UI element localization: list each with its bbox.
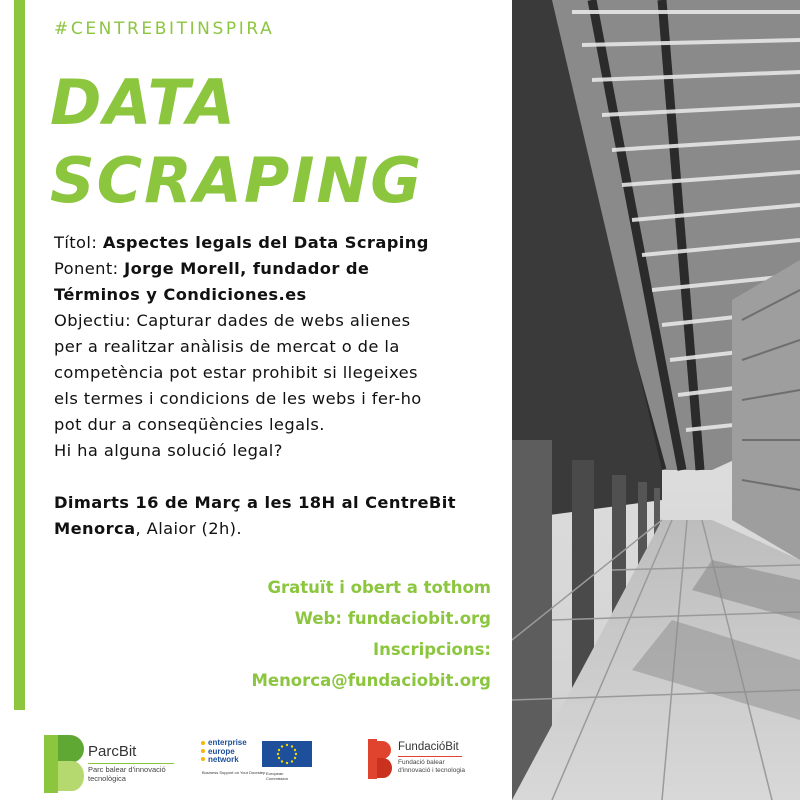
- title-line-1: DATA: [50, 66, 237, 139]
- parcbit-logo: [44, 735, 184, 795]
- title-row: [54, 230, 504, 256]
- cta-registration-label: Inscripcions:: [372, 640, 491, 659]
- ponent-value-2: Términos y Condiciones.es: [54, 285, 307, 304]
- objective-line: Hi ha alguna solució legal?: [54, 441, 283, 460]
- fundaciobit-logo: [368, 739, 498, 789]
- eu-caption: European Commission: [266, 771, 289, 781]
- architecture-photo: [512, 0, 800, 800]
- eu-flag-icon: [262, 741, 312, 767]
- place-bold: Menorca: [54, 519, 136, 538]
- een-dots-icon: [200, 739, 208, 769]
- ponent-value-1: Jorge Morell, fundador de: [124, 259, 370, 278]
- objective-line: Objectiu: Capturar dades de webs alienes: [54, 311, 411, 330]
- fundaciobit-subtitle: Fundació balear d'innovació i tecnologia: [398, 759, 466, 774]
- ponent-label: Ponent:: [54, 259, 125, 278]
- fundaciobit-mark-icon: [368, 739, 392, 779]
- page-title: [50, 64, 423, 220]
- sponsor-logos: [0, 725, 512, 800]
- event-info: [54, 230, 504, 542]
- een-text: enterprise europe network: [208, 738, 247, 764]
- date-row: [54, 490, 504, 516]
- parcbit-subtitle: Parc balear d'innovació tecnològica: [88, 765, 166, 783]
- een-tagline: Business Support on Your Doorstep: [202, 770, 266, 775]
- objective-line: els termes i condicions de les webs i fer-ho: [54, 389, 422, 408]
- title-line-2: SCRAPING: [50, 144, 424, 217]
- objective-line: competència pot estar prohibit si llegeixes: [54, 363, 418, 382]
- objective-line: per a realitzar anàlisis de mercat o de la: [54, 337, 400, 356]
- parcbit-name: ParcBit: [88, 743, 137, 760]
- speaker-row-2: [54, 282, 504, 308]
- place-rest: , Alaior (2h).: [135, 519, 242, 538]
- titol-label: Títol:: [54, 233, 103, 252]
- accent-bar: [14, 0, 25, 710]
- cta-email-link[interactable]: Menorca@fundaciobit.org: [251, 671, 491, 690]
- objective-line: pot dur a conseqüències legals.: [54, 415, 325, 434]
- een-logo: [200, 737, 320, 787]
- fundaciobit-name: FundacióBit: [398, 741, 459, 753]
- cta-web-link[interactable]: Web: fundaciobit.org: [294, 609, 491, 628]
- titol-value: Aspectes legals del Data Scraping: [102, 233, 429, 252]
- call-to-action: [251, 572, 491, 696]
- date-text: Dimarts 16 de Març a les 18H al CentreBit: [54, 493, 456, 512]
- speaker-row: [54, 256, 504, 282]
- cta-free: Gratuït i obert a tothom: [267, 578, 491, 597]
- place-row: [54, 516, 504, 542]
- parcbit-mark-icon: [44, 735, 84, 793]
- hashtag: #CENTREBITINSPIRA: [54, 19, 275, 39]
